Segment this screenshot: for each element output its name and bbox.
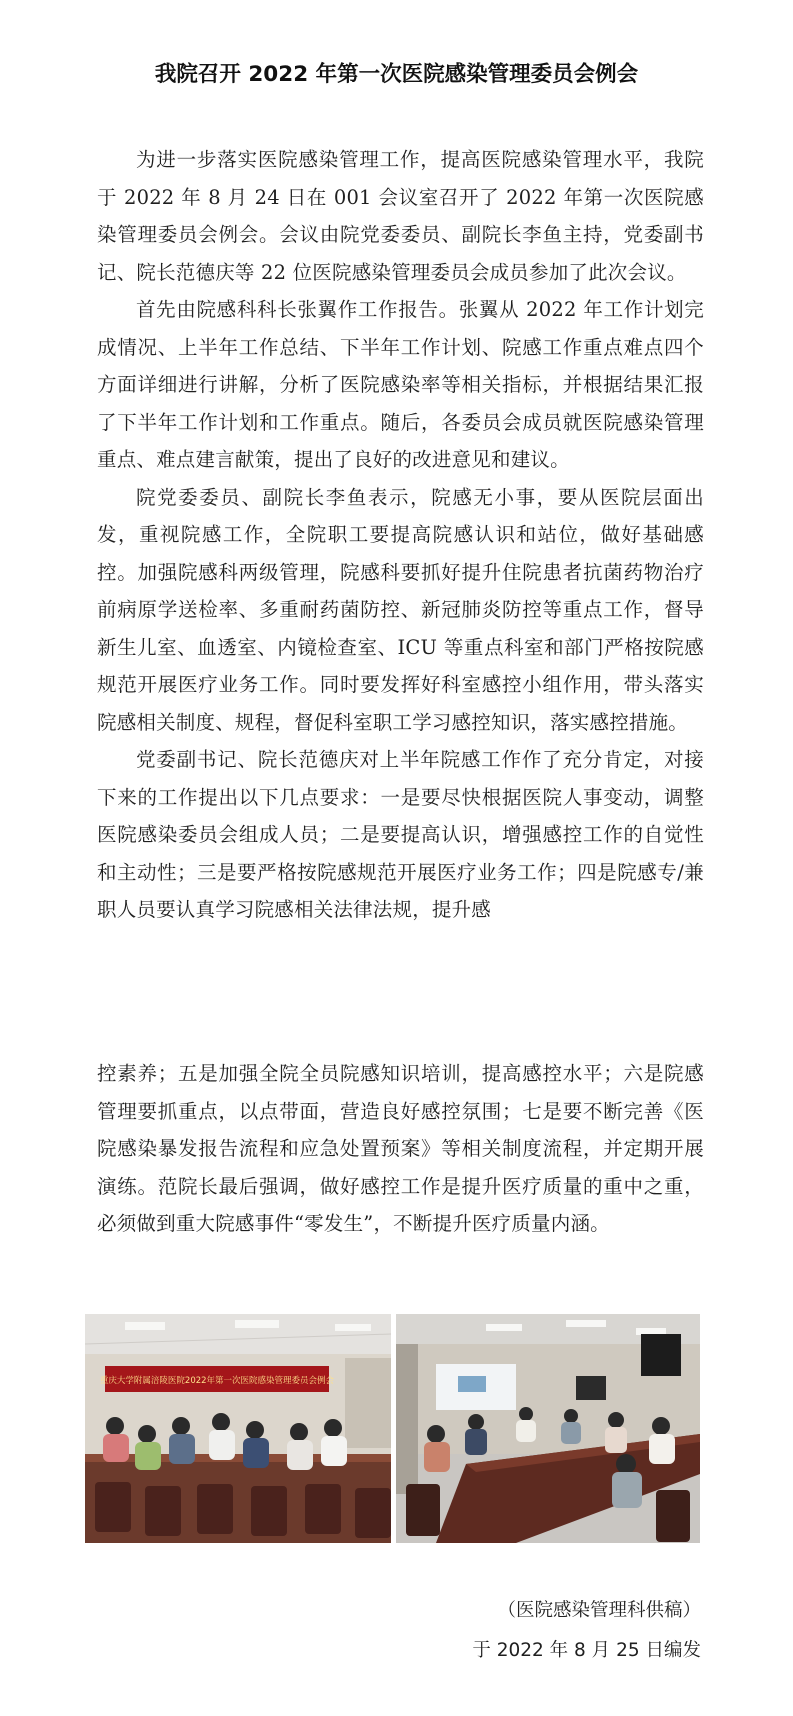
source-attribution: （医院感染管理科供稿）	[497, 1600, 701, 1621]
banner-text: 重庆大学附属涪陵医院2022年第一次医院感染管理委员会例会	[99, 1376, 335, 1386]
meeting-photo-conference-room	[396, 1314, 700, 1543]
article-title: 我院召开 2022 年第一次医院感染管理委员会例会	[154, 62, 639, 87]
meeting-photos	[85, 1314, 700, 1543]
paragraph-2: 首先由院感科科长张翼作工作报告。张翼从 2022 年工作计划完成情况、上半年工作总结、下半年工作计划、院感工作重点难点四个方面详细进行讲解，分析了医院感染率等相关指标，并根据结果汇报了下半年工作计划和工作重点。随后，各委员会成员就医院感染管理重点、难点建言献策，提出了良好的改进意见和建议。	[97, 298, 704, 471]
article-body-part-2	[97, 1055, 704, 1243]
paragraph-3: 院党委委员、副院长李鱼表示，院感无小事，要从医院层面出发，重视院感工作，全院职工要提高院感认识和站位，做好基础感控。加强院感科两级管理，院感科要抓好提升住院患者抗菌药物治疗前病原学送检率、多重耐药菌防控、新冠肺炎防控等重点工作，督导新生儿室、血透室、内镜检查室、ICU 等重点科室和部门严格按院感规范开展医疗业务工作。同时要发挥好科室感控小组作用，带头落实院感相关制度、规程，督促科室职工学习感控知识，落实感控措施。	[97, 485, 704, 734]
publish-date: 于 2022 年 8 月 25 日编发	[472, 1640, 701, 1661]
meeting-photo-banner	[85, 1314, 391, 1543]
article-body-part-1	[97, 141, 704, 929]
paragraph-1: 为进一步落实医院感染管理工作，提高医院感染管理水平，我院于 2022 年 8 月 24 日在 001 会议室召开了 2022 年第一次医院感染管理委员会例会。会议由院党委委员、副院长李鱼主持，党委副书记、院长范德庆等 22 位医院感染管理委员会成员参加了此次会议。	[97, 148, 704, 284]
paragraph-4: 党委副书记、院长范德庆对上半年院感工作作了充分肯定，对接下来的工作提出以下几点要求：一是要尽快根据医院人事变动，调整医院感染委员会组成人员；二是要提高认识，增强感控工作的自觉性和主动性；三是要严格按院感规范开展医疗业务工作；四是院感专/兼职人员要认真学习院感相关法律法规，提升感	[97, 748, 704, 921]
paragraph-4-continued: 控素养；五是加强全院全员院感知识培训，提高感控水平；六是院感管理要抓重点，以点带面，营造良好感控氛围；七是要不断完善《医院感染暴发报告流程和应急处置预案》等相关制度流程，并定期开展演练。范院长最后强调，做好感控工作是提升医疗质量的重中之重，必须做到重大院感事件“零发生”，不断提升医疗质量内涵。	[97, 1062, 704, 1235]
